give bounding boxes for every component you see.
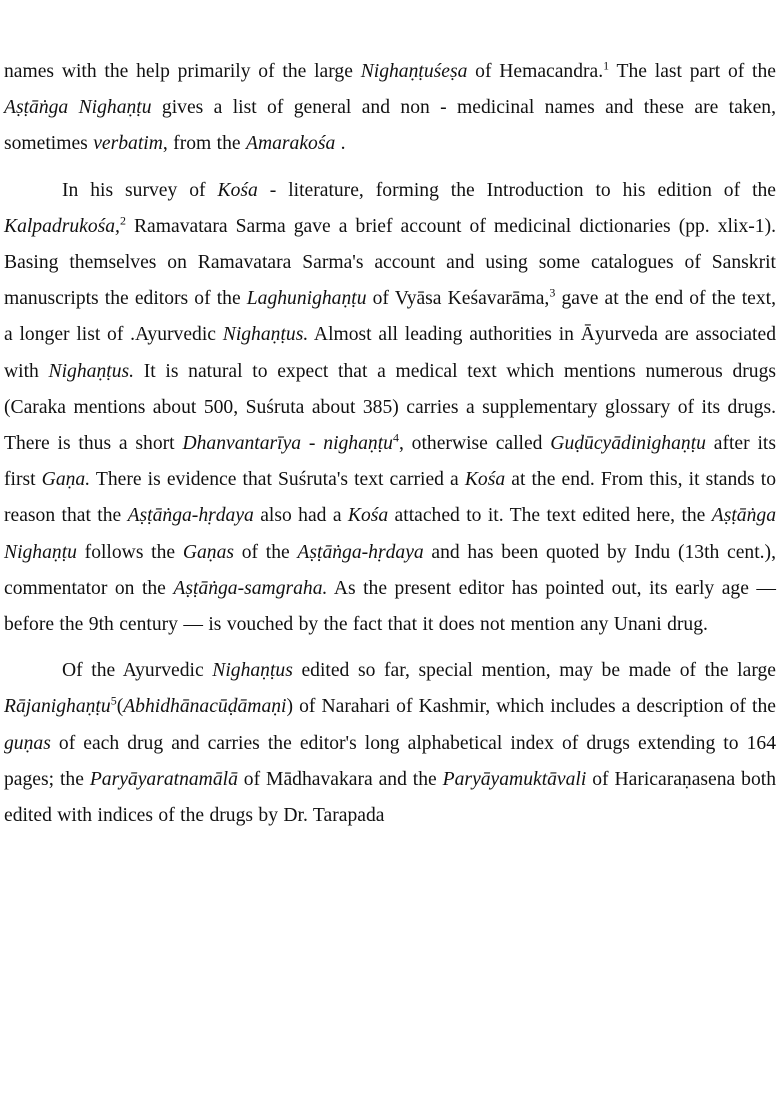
italic-term: Aṣṭāṅga-hṛdaya [297, 541, 424, 563]
text-run: of the [234, 541, 298, 563]
text-run: ( [116, 696, 124, 718]
italic-term: Nighaṇṭuśeṣa [360, 61, 468, 82]
footnote-ref: 3 [549, 285, 556, 300]
text-run: Of the Ayurvedic [62, 660, 213, 682]
italic-term: Gaṇa. [41, 469, 91, 491]
text-run: gives a list of general and non - medicinal names and these are taken, sometimes [4, 97, 776, 155]
paragraph-kosa-literature [4, 173, 776, 644]
text-run: The last part of the [609, 61, 776, 82]
text-run: ) of Narahari of Kashmir, which includes a description of the [286, 696, 776, 718]
text-run: , otherwise called [398, 433, 551, 455]
text-run: . [335, 133, 346, 155]
text-run: edited so far, special mention, may be made of the large [292, 660, 776, 682]
text-run: also had a [253, 505, 348, 527]
text-run: follows the [76, 541, 183, 563]
text-run: of Hemacandra. [467, 61, 604, 82]
text-run: of Haricaraṇasena both edited with indices of the drugs by Dr. Tarapada [4, 768, 776, 827]
italic-term: Aṣṭāṅga Nighaṇṭu [4, 505, 776, 563]
italic-term: Nighaṇṭus. [48, 360, 135, 382]
italic-term: Rājanighaṇṭu [4, 696, 111, 718]
text-run: names with the help primarily of the large [4, 61, 361, 82]
text-run: In his survey of [62, 179, 218, 201]
text-run: after its first [4, 433, 776, 491]
italic-term: Abhidhānacūḍāmaṇi [123, 696, 287, 718]
italic-term: Nighaṇṭus [212, 660, 293, 682]
italic-term: Kośa [464, 469, 506, 491]
italic-term: guṇas [4, 732, 51, 754]
italic-term: Amarakośa [246, 133, 336, 155]
text-run: Ramavatara Sarma gave a brief account of medicinal dictionaries (pp. xlix-1). Basing themselves on Ramavatara Sarma's account and using some catalogues of Sanskrit manuscripts the editors of the [4, 215, 776, 310]
text-run: and has been quoted by Indu (13th cent.), commentator on the [4, 541, 776, 599]
text-run: attached to it. The text edited here, the [388, 505, 712, 527]
italic-term: verbatim [93, 133, 163, 155]
italic-term: Paryāyamuktāvali [442, 768, 587, 790]
text-run: at the end. From this, it stands to reason that the [4, 469, 776, 527]
text-run: of Vyāsa Keśavarāma, [366, 288, 550, 310]
italic-term: Aṣṭāṅga-hṛdaya [127, 505, 254, 527]
paragraph-continuation [4, 54, 776, 163]
italic-term: Paryāyaratnamālā [89, 768, 238, 790]
text-run: Almost all leading authorities in Āyurveda are associated with [4, 324, 776, 382]
italic-term: Gaṇas [182, 541, 234, 563]
italic-term: Aṣṭāṅga-samgraha. [173, 577, 328, 599]
paragraph-edited-nighantus [4, 653, 776, 834]
text-run: - literature, forming the Introduction to his edition of the [257, 179, 777, 201]
footnote-ref: 2 [119, 213, 126, 228]
footnote-ref: 5 [110, 693, 117, 708]
italic-term: Dhanvantarīya - nighaṇṭu [182, 433, 393, 455]
italic-term: Aṣṭāṅga Nighaṇṭu [4, 97, 152, 119]
italic-term: Guḍūcyādinighaṇṭu [550, 433, 706, 455]
italic-term: Kalpadrukośa, [4, 215, 120, 237]
italic-term: Laghunighaṇṭu [246, 288, 367, 310]
text-run: As the present editor has pointed out, its early age — before the 9th century — is vouched by the fact that it does not mention any Unani drug. [4, 577, 776, 636]
footnote-ref: 4 [392, 430, 399, 445]
italic-term: Kośa [347, 505, 389, 527]
italic-term: Nighaṇṭus. [222, 324, 309, 346]
text-run: There is evidence that Suśruta's text carried a [90, 469, 465, 491]
text-run: of Mādhavakara and the [237, 768, 443, 790]
text-run: gave at the end of the text, a longer list of .Ayurvedic [4, 288, 776, 346]
text-run: of each drug and carries the editor's long alphabetical index of drugs extending to 164 pages; the [4, 732, 776, 790]
footnote-ref: 1 [603, 58, 610, 73]
italic-term: Kośa [217, 179, 258, 201]
text-run: , from the [162, 133, 246, 155]
text-run: It is natural to expect that a medical text which mentions numerous drugs (Caraka mentions about 500, Suśruta about 385) carries a supplementary glossary of its drugs. There is thus a short [4, 360, 777, 455]
